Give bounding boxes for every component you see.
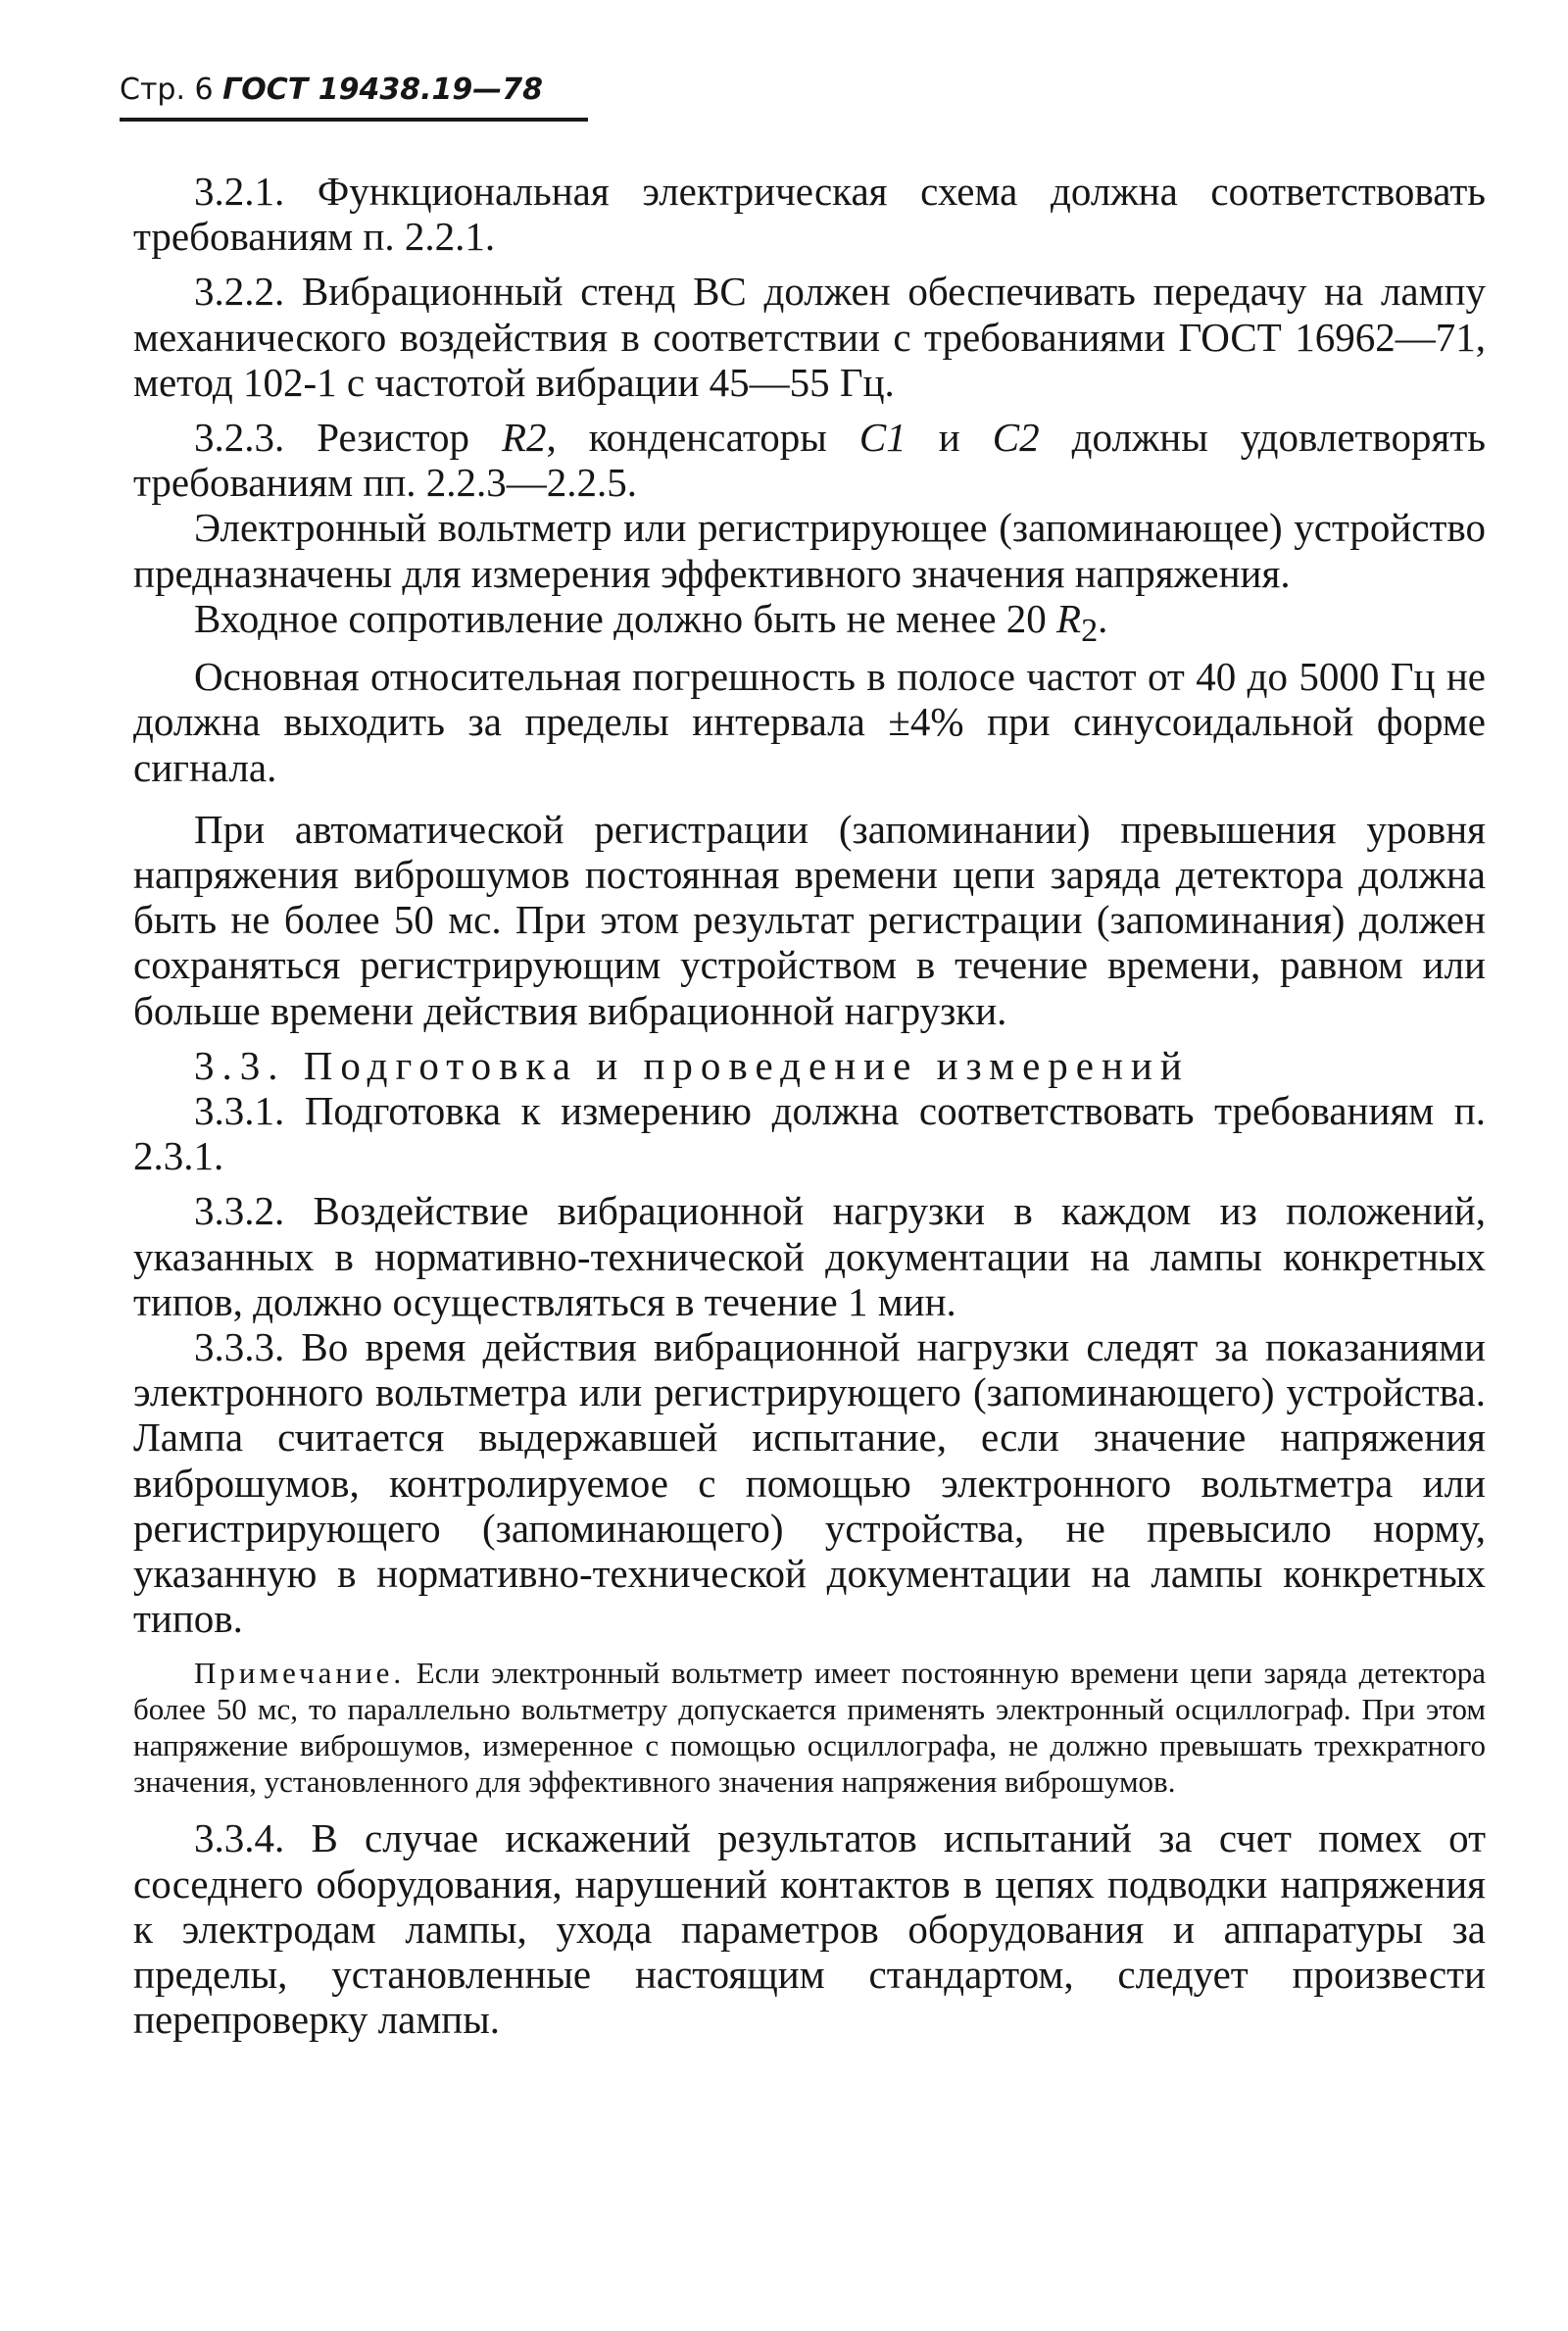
clause-3-2-3-text-d: должны удовлетворять требованиям пп. 2.2.3—2.2.5.: [133, 415, 1486, 506]
header-rule: [120, 118, 588, 122]
note-text: Если электронный вольтметр имеет постоянную времени цепи заряда детектора более 50 мс, то параллельно вольтметру допускается применять электронный осциллограф. При этом напряжение виброшумов, измеренное с помощью осциллографа, не должно превышать трехкратного значения, установленного для эффективного значения напряжения виброшумов.: [133, 1656, 1486, 1800]
clause-3-2-3-text-c: и: [906, 415, 993, 461]
input-resistance-paragraph: [133, 596, 1486, 654]
auto-registration-paragraph: При автоматической регистрации (запоминании) превышения уровня напряжения виброшумов постоянная времени цепи заряда детектора должна быть не более 50 мс. При этом результат регистрации (запоминания) должен сохраняться регистрирующим устройством в течение времени, равном или больше времени действия вибрационной нагрузки.: [133, 806, 1486, 1033]
clause-3-2-2: 3.2.2. Вибрационный стенд ВС должен обеспечивать передачу на лампу механического воздействия в соответствии с требованиями ГОСТ 16962—71, метод 102-1 с частотой вибрации 45—55 Гц.: [133, 269, 1486, 405]
input-resistance-end: .: [1098, 595, 1108, 641]
clause-3-3-3: 3.3.3. Во время действия вибрационной нагрузки следят за показаниями электронного вольтметра или регистрирующего (запоминающего) устройства. Лампа считается выдержавшей испытание, если значение напряжения виброшумов, контролируемое с помощью электронного вольтметра или регистрирующего (запоминающего) устройства, не превысило норму, указанную в нормативно-технической документации на лампы конкретных типов.: [133, 1324, 1486, 1642]
symbol-r-subscript: 2: [1081, 613, 1099, 650]
clause-3-2-3-text-b: , конденсаторы: [546, 415, 859, 461]
clause-3-2-3: [133, 415, 1486, 505]
input-resistance-text: Входное сопротивление должно быть не менее 20: [194, 595, 1057, 641]
note-label: Примечание.: [194, 1656, 406, 1691]
symbol-r2: R2: [501, 415, 547, 461]
clause-3-2-1: 3.2.1. Функциональная электрическая схема должна соответствовать требованиям п. 2.2.1.: [133, 169, 1486, 260]
symbol-c1: C1: [858, 415, 906, 461]
clause-3-3-4: 3.3.4. В случае искажений результатов испытаний за счет помех от соседнего оборудования, нарушений контактов в цепях подводки напряжения к электродам лампы, ухода параметров оборудования и аппаратуры за пределы, установленные настоящим стандартом, следует произвести перепроверку лампы.: [133, 1815, 1486, 2043]
clause-3-3-2: 3.3.2. Воздействие вибрационной нагрузки в каждом из положений, указанных в нормативно-технической документации на лампы конкретных типов, должно осуществляться в течение 1 мин.: [133, 1188, 1486, 1324]
voltmeter-paragraph: Электронный вольтметр или регистрирующее (запоминающее) устройство предназначены для измерения эффективного значения напряжения.: [133, 505, 1486, 596]
page-number: Стр. 6: [120, 73, 214, 107]
error-paragraph: Основная относительная погрешность в полосе частот от 40 до 5000 Гц не должна выходить за пределы интервала ±4% при синусоидальной форме сигнала.: [133, 654, 1486, 790]
symbol-c2: C2: [992, 415, 1040, 461]
section-3-3-heading: 3.3. Подготовка и проведение измерений: [194, 1042, 1190, 1088]
clause-3-2-3-text-a: 3.2.3. Резистор: [194, 415, 502, 461]
document-body: [133, 169, 1486, 2043]
standard-number: ГОСТ 19438.19—78: [222, 73, 543, 107]
note-paragraph: [133, 1655, 1486, 1800]
page-header: [120, 71, 543, 110]
symbol-r: R: [1056, 595, 1082, 641]
clause-3-3-1: 3.3.1. Подготовка к измерению должна соответствовать требованиям п. 2.3.1.: [133, 1088, 1486, 1179]
